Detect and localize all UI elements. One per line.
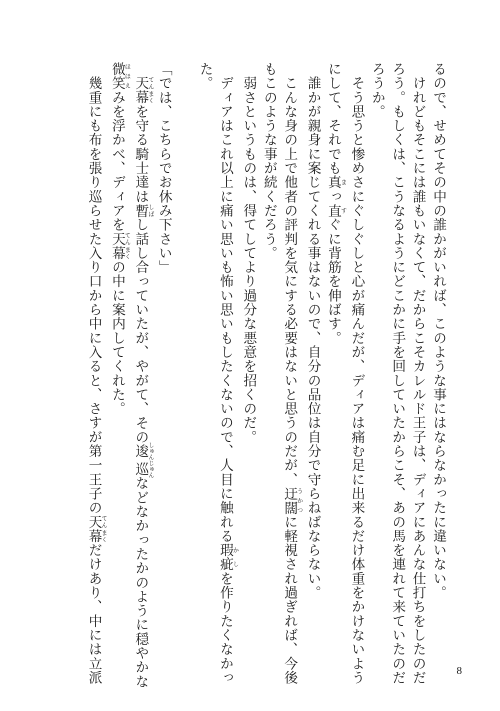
furigana-reading: てんまく — [123, 231, 131, 261]
furigana: 真ま — [324, 175, 347, 190]
text-line: ろうか。 — [368, 62, 385, 119]
page-number: 8 — [456, 665, 462, 677]
text-line: た。 — [196, 62, 213, 91]
text-line: 天幕てんまくを守る騎士達は暫しばし話し合っていたが、やがて、その逡巡しゅんじゅんなどなかったかのように穏やかな — [132, 76, 154, 689]
text-line: けれどもそこには誰もいなくて、だからこそカレルド王子は、ディアにあんな仕打ちをしたのだ — [409, 62, 426, 685]
furigana-reading: す — [339, 203, 347, 218]
text-line: ディアはこれ以上に痛い思いも怖い思いもしたくないので、人目に触れる瑕疵かしを作りたくなかっ — [216, 62, 239, 685]
furigana-reading: ま — [339, 175, 347, 190]
furigana: 逡巡しゅんじゅん — [132, 442, 154, 479]
furigana: 直す — [324, 203, 347, 218]
paragraph-gap — [174, 62, 194, 640]
furigana: 暫しば — [132, 203, 154, 218]
text-line: もこのような事が続くだろう。 — [260, 62, 277, 261]
text-line: そう思うと惨めさにぐしぐしと心が痛んだが、ディアは痛む足に出来るだけ体重をかけないよう — [348, 62, 365, 685]
text-line: にして、それでも真まっ直すぐに背筋を伸ばす。 — [324, 62, 347, 346]
text-line: るので、せめてその中の誰かがいれば、このような事にはならなかったに違いない。 — [430, 62, 446, 600]
furigana-reading: しば — [146, 203, 154, 218]
furigana: 瑕疵かし — [216, 543, 239, 572]
text-line: こんな身の上で他者の評判を気にする必要はないと思うのだが、迂闊うかつに軽視され過ぎれば、今後 — [281, 62, 303, 685]
furigana-reading: てんまく — [146, 76, 154, 105]
text-line: 幾重にも布を張り巡らせた入り口から中に入ると、さすが第一王子の天幕てんまくだけあり、中には立派 — [85, 62, 108, 685]
furigana-reading: かし — [231, 543, 239, 572]
furigana: 天幕てんまく — [108, 231, 131, 261]
furigana-reading: ほほえ — [123, 62, 131, 91]
text-line: 「では、こちらでお休み下さい」 — [155, 62, 172, 275]
furigana-reading: てんまく — [100, 514, 108, 544]
body-text — [83, 62, 448, 689]
furigana-reading: うかつ — [295, 486, 303, 515]
text-line: 誰かが親身に案じてくれる事はないので、自分の品位は自分で守らねばならない。 — [304, 62, 321, 600]
furigana: 天幕てんまく — [132, 76, 154, 105]
furigana: 微笑ほほえ — [108, 62, 131, 91]
furigana-reading: しゅんじゅん — [146, 442, 154, 479]
furigana: 迂闊うかつ — [281, 486, 303, 515]
text-line: ろう。もしくは、こうなるようにどこかに手を回していたからこそ、あの馬を連れて来ていたのだ — [389, 62, 406, 685]
text-line: 微笑ほほえみを浮かべ、ディアを天幕てんまくの中に案内してくれた。 — [108, 62, 131, 416]
furigana: 天幕てんまく — [85, 514, 108, 544]
text-line: 弱さというものは、得てしてより過分な悪意を招くのだ。 — [240, 62, 257, 445]
